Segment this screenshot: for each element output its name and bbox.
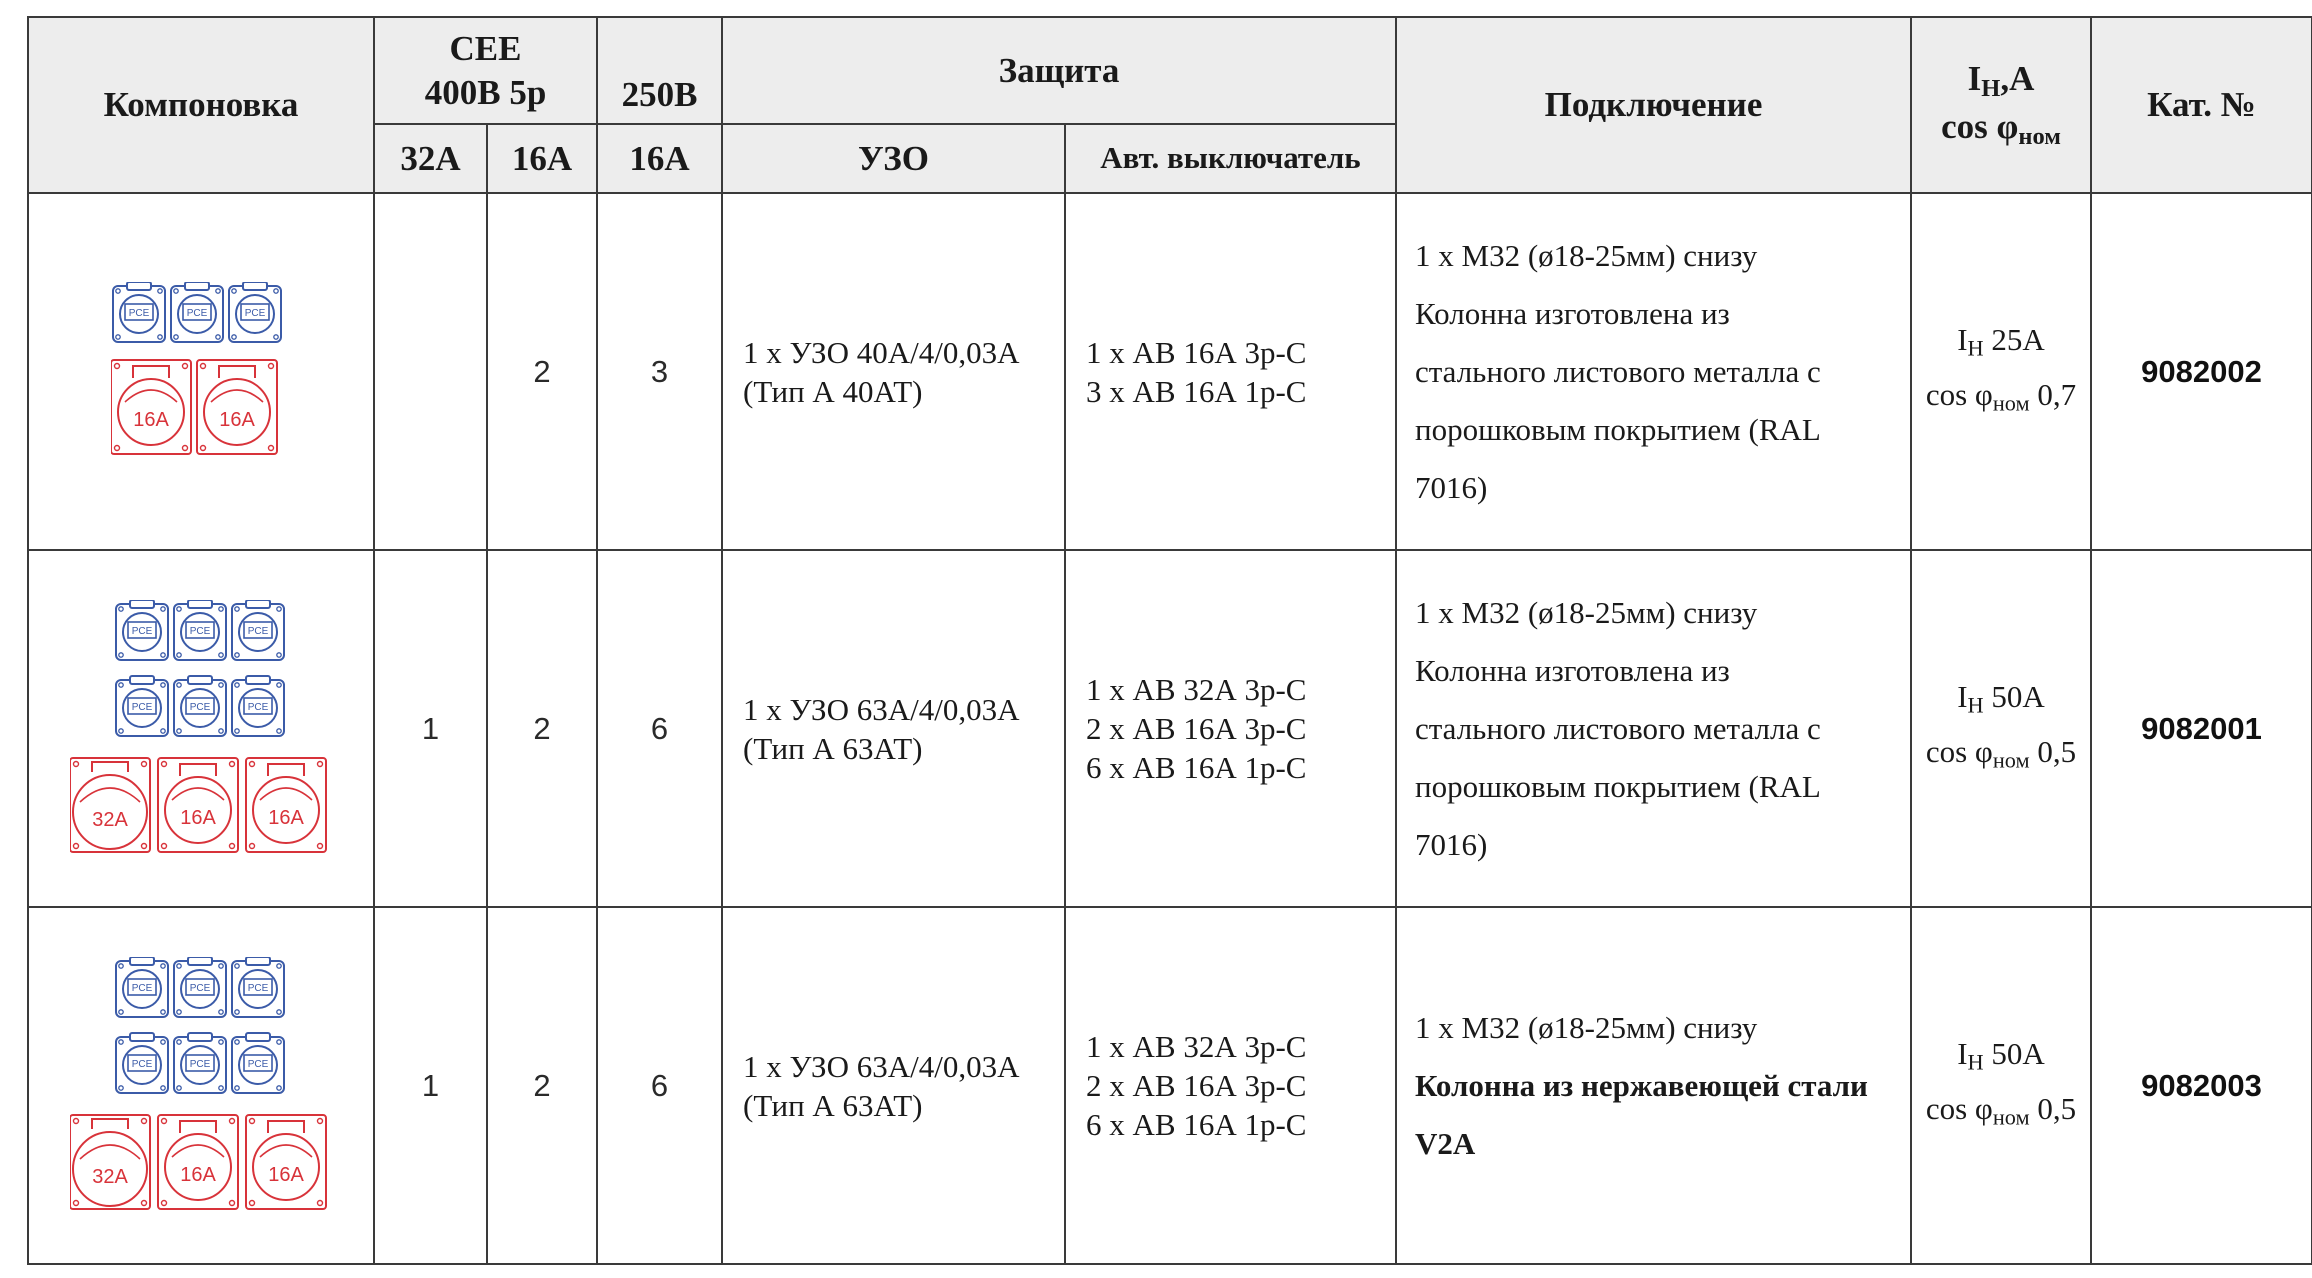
- rated-current: $I_Н$ 50A: [1957, 678, 2045, 718]
- rated-current: $I_Н$ 25A: [1957, 321, 2045, 361]
- schuko-socket-icon: [171, 282, 223, 342]
- header-cee-32a: 32А: [374, 124, 487, 193]
- cat-number: 9082001: [2091, 550, 2312, 907]
- layout-cell: [28, 907, 374, 1264]
- schuko-socket-icon: [174, 600, 226, 660]
- schuko-socket-icon: [232, 676, 284, 736]
- schuko-socket-icon: [174, 957, 226, 1017]
- schuko-socket-icon: [116, 600, 168, 660]
- cee-16a-socket-icon: [111, 360, 191, 454]
- connection-cell: 1 x M32 (ø18-25мм) снизу Колонна изготовлена из стального листового металла с порошковым покрытием (RAL 7016): [1396, 193, 1911, 550]
- header-cee: [374, 17, 597, 124]
- table-row: [28, 193, 2312, 550]
- cee-32a-socket-icon: [70, 1115, 150, 1209]
- breaker-cell: 1 x АВ 32А 3р-C 2 x АВ 16А 3р-C 6 x АВ 16А 1р-C: [1065, 550, 1396, 907]
- schuko-socket-icon: [113, 282, 165, 342]
- cee-16a-count: 2: [487, 550, 597, 907]
- rcd-cell: 1 x УЗО 63А/4/0,03А (Тип А 63АТ): [722, 907, 1065, 1264]
- schuko-socket-icon: [232, 957, 284, 1017]
- header-cat-number: Кат. №: [2091, 17, 2312, 193]
- layout-cell: [28, 550, 374, 907]
- schuko-socket-icon: [229, 282, 281, 342]
- table-row: [28, 907, 2312, 1264]
- cee-16a-socket-icon: [158, 758, 238, 852]
- cee-16a-count: 2: [487, 907, 597, 1264]
- header-250v: 250В: [597, 17, 722, 124]
- cee-16a-socket-icon: [197, 360, 277, 454]
- rcd-cell: 1 x УЗО 40А/4/0,03А (Тип А 40АТ): [722, 193, 1065, 550]
- header-cee-16a: 16А: [487, 124, 597, 193]
- cat-number: 9082003: [2091, 907, 2312, 1264]
- socket-250v-count: 3: [597, 193, 722, 550]
- schuko-socket-icon: [174, 676, 226, 736]
- schuko-socket-icon: [116, 1033, 168, 1093]
- header-protection: Защита: [722, 17, 1396, 124]
- socket-layout-icon: [70, 957, 332, 1215]
- cee-16a-socket-icon: [246, 1115, 326, 1209]
- cos-phi: $\cos \varphi_{ном}$ 0,7: [1925, 376, 2077, 416]
- cos-phi: $\cos \varphi_{ном}$ 0,5: [1925, 733, 2077, 773]
- cos-phi: $\cos \varphi_{ном}$ 0,5: [1925, 1090, 2077, 1130]
- layout-cell: [28, 193, 374, 550]
- connection-cell: 1 x M32 (ø18-25мм) снизу Колонна изготовлена из стального листового металла с порошковым покрытием (RAL 7016): [1396, 550, 1911, 907]
- rcd-cell: 1 x УЗО 63А/4/0,03А (Тип А 63АТ): [722, 550, 1065, 907]
- current-cos-cell: [1911, 907, 2091, 1264]
- socket-250v-count: 6: [597, 907, 722, 1264]
- schuko-socket-icon: [174, 1033, 226, 1093]
- table-row: [28, 550, 2312, 907]
- schuko-socket-icon: [232, 600, 284, 660]
- header-current: $I_Н,А$: [1967, 59, 2035, 103]
- product-spec-table: [27, 16, 2312, 1265]
- current-cos-cell: [1911, 550, 2091, 907]
- header-cee-spec: 400В 5р: [424, 72, 547, 112]
- socket-layout-icon: [111, 282, 291, 462]
- header-layout: Компоновка: [28, 17, 374, 193]
- breaker-cell: 1 x АВ 32А 3р-C 2 x АВ 16А 3р-C 6 x АВ 16А 1р-C: [1065, 907, 1396, 1264]
- header-cos: $\cos \varphi_{ном}$: [1941, 107, 2061, 151]
- schuko-socket-icon: [116, 957, 168, 1017]
- cee-16a-count: 2: [487, 193, 597, 550]
- schuko-socket-icon: [116, 676, 168, 736]
- current-cos-cell: [1911, 193, 2091, 550]
- socket-layout-icon: [70, 600, 332, 858]
- header-breaker: Авт. выключатель: [1065, 124, 1396, 193]
- breaker-cell: 1 x АВ 16А 3р-C 3 x АВ 16А 1р-C: [1065, 193, 1396, 550]
- header-250v-16a: 16А: [597, 124, 722, 193]
- header-current-cos: [1911, 17, 2091, 193]
- cee-32a-socket-icon: [70, 758, 150, 852]
- cee-32a-count: 1: [374, 907, 487, 1264]
- cat-number: 9082002: [2091, 193, 2312, 550]
- header-rcd: УЗО: [722, 124, 1065, 193]
- rated-current: $I_Н$ 50A: [1957, 1035, 2045, 1075]
- connection-cell: 1 x M32 (ø18-25мм) снизу Колонна из нержавеющей стали V2A: [1396, 907, 1911, 1264]
- cee-32a-count: 1: [374, 550, 487, 907]
- cee-16a-socket-icon: [246, 758, 326, 852]
- cee-16a-socket-icon: [158, 1115, 238, 1209]
- cee-32a-count: [374, 193, 487, 550]
- socket-250v-count: 6: [597, 550, 722, 907]
- schuko-socket-icon: [232, 1033, 284, 1093]
- header-connection: Подключение: [1396, 17, 1911, 193]
- header-cee-title: CEE: [449, 28, 522, 68]
